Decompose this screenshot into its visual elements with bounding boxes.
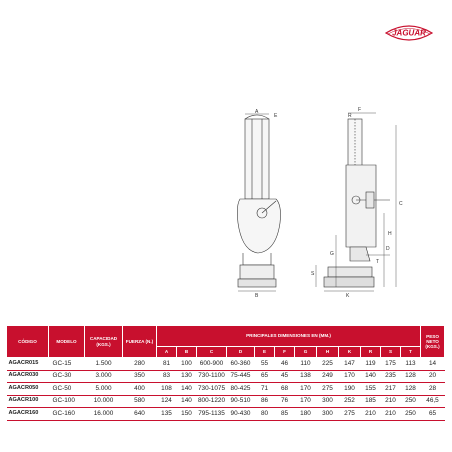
cell-dim-g: 170 (295, 395, 317, 408)
table-row (7, 383, 445, 396)
cell-model: GC-15 (49, 358, 85, 371)
dim-label-e: E (274, 113, 278, 119)
cell-dim-f: 68 (275, 383, 295, 396)
header-row (7, 326, 445, 347)
cell-model: GC-100 (49, 395, 85, 408)
dim-label-r: R (348, 113, 352, 119)
cell-dim-k: 190 (339, 383, 361, 396)
cell-dim-e: 80 (255, 408, 275, 421)
cell-dim-b: 130 (177, 370, 197, 383)
header-dim-d: D (227, 347, 255, 358)
dim-label-f: F (358, 107, 362, 113)
header-dim-s: S (381, 347, 401, 358)
table-row (7, 370, 445, 383)
cell-model: GC-50 (49, 383, 85, 396)
cell-code: AGACR015 (7, 358, 49, 371)
cell-dim-a: 81 (157, 358, 177, 371)
side-view (316, 113, 396, 291)
cell-dim-k: 275 (339, 408, 361, 421)
header-dimensions-group: PRINCIPALES DIMENSIONES EN (MM.) (157, 326, 421, 347)
cell-code: AGACR050 (7, 383, 49, 396)
table-row (7, 358, 445, 371)
cell-weight: 20 (421, 370, 445, 383)
header-dim-t: T (401, 347, 421, 358)
table-body (7, 358, 445, 421)
cell-dim-d: 75-445 (227, 370, 255, 383)
cell-capacity: 1.500 (85, 358, 123, 371)
cell-dim-f: 85 (275, 408, 295, 421)
cell-dim-g: 110 (295, 358, 317, 371)
table-row (7, 408, 445, 421)
cell-dim-r: 119 (361, 358, 381, 371)
dim-label-k: K (346, 293, 350, 299)
dim-label-b: B (255, 293, 259, 299)
header-dim-e: E (255, 347, 275, 358)
cell-dim-h: 300 (317, 395, 339, 408)
cell-dim-f: 45 (275, 370, 295, 383)
header-capacity: CAPACIDAD (KGS.) (85, 326, 123, 358)
cell-code: AGACR030 (7, 370, 49, 383)
dim-label-d: D (386, 246, 390, 252)
cell-dim-f: 46 (275, 358, 295, 371)
dim-label-a: A (255, 109, 259, 115)
cell-capacity: 16.000 (85, 408, 123, 421)
cell-force: 640 (123, 408, 157, 421)
cell-model: GC-160 (49, 408, 85, 421)
cell-dim-d: 60-360 (227, 358, 255, 371)
cell-code: AGACR100 (7, 395, 49, 408)
cell-code: AGACR160 (7, 408, 49, 421)
dim-label-t: T (376, 259, 380, 265)
dim-label-g: G (330, 251, 334, 257)
cell-dim-s: 217 (381, 383, 401, 396)
cell-dim-b: 150 (177, 408, 197, 421)
cell-dim-r: 210 (361, 408, 381, 421)
cell-dim-c: 730-1100 (197, 370, 227, 383)
cell-dim-b: 140 (177, 395, 197, 408)
cell-dim-d: 90-510 (227, 395, 255, 408)
cell-dim-s: 210 (381, 395, 401, 408)
header-dim-r: R (361, 347, 381, 358)
cell-dim-h: 225 (317, 358, 339, 371)
cell-dim-f: 76 (275, 395, 295, 408)
cell-dim-c: 600-900 (197, 358, 227, 371)
cell-dim-t: 128 (401, 370, 421, 383)
cell-dim-a: 135 (157, 408, 177, 421)
cell-dim-b: 140 (177, 383, 197, 396)
cell-dim-t: 250 (401, 395, 421, 408)
cell-dim-e: 65 (255, 370, 275, 383)
header-dim-b: B (177, 347, 197, 358)
cell-model: GC-30 (49, 370, 85, 383)
header-dim-h: H (317, 347, 339, 358)
front-view (237, 114, 280, 291)
cell-dim-c: 795-1135 (197, 408, 227, 421)
cell-dim-e: 71 (255, 383, 275, 396)
rack-jack-technical-drawing (200, 105, 420, 305)
header-dim-f: F (275, 347, 295, 358)
cell-dim-s: 175 (381, 358, 401, 371)
cell-dim-k: 147 (339, 358, 361, 371)
header-weight: PESO NETO (KGS.) (421, 326, 445, 358)
header-code: CÓDIGO (7, 326, 49, 358)
cell-dim-k: 252 (339, 395, 361, 408)
cell-dim-a: 83 (157, 370, 177, 383)
cell-weight: 28 (421, 383, 445, 396)
cell-dim-h: 249 (317, 370, 339, 383)
cell-dim-a: 108 (157, 383, 177, 396)
cell-dim-e: 86 (255, 395, 275, 408)
cell-force: 350 (123, 370, 157, 383)
cell-capacity: 3.000 (85, 370, 123, 383)
dim-label-h: H (388, 231, 392, 237)
cell-dim-s: 210 (381, 408, 401, 421)
table-row (7, 395, 445, 408)
cell-weight: 46,5 (421, 395, 445, 408)
dim-label-c: C (399, 201, 403, 207)
cell-dim-t: 113 (401, 358, 421, 371)
cell-dim-h: 275 (317, 383, 339, 396)
cell-dim-r: 185 (361, 395, 381, 408)
header-dim-k: K (339, 347, 361, 358)
cell-dim-c: 730-1075 (197, 383, 227, 396)
cell-force: 400 (123, 383, 157, 396)
cell-capacity: 5.000 (85, 383, 123, 396)
cell-dim-g: 170 (295, 383, 317, 396)
cell-force: 280 (123, 358, 157, 371)
cell-weight: 65 (421, 408, 445, 421)
header-dim-g: G (295, 347, 317, 358)
cell-force: 580 (123, 395, 157, 408)
header-model: MODELO (49, 326, 85, 358)
cell-dim-h: 300 (317, 408, 339, 421)
jaguar-logo (384, 21, 434, 43)
cell-dim-r: 140 (361, 370, 381, 383)
header-dim-a: A (157, 347, 177, 358)
cell-dim-r: 155 (361, 383, 381, 396)
dim-label-s: S (311, 271, 315, 277)
specifications-table (6, 325, 445, 421)
cell-dim-g: 180 (295, 408, 317, 421)
header-dim-c: C (197, 347, 227, 358)
cell-dim-b: 100 (177, 358, 197, 371)
cell-dim-c: 800-1220 (197, 395, 227, 408)
logo-text: JAGUAR (392, 28, 426, 38)
cell-weight: 14 (421, 358, 445, 371)
cell-dim-e: 55 (255, 358, 275, 371)
cell-dim-d: 80-425 (227, 383, 255, 396)
cell-dim-k: 170 (339, 370, 361, 383)
header-force: FUERZA (N.) (123, 326, 157, 358)
cell-dim-g: 138 (295, 370, 317, 383)
cell-dim-t: 128 (401, 383, 421, 396)
cell-capacity: 10.000 (85, 395, 123, 408)
cell-dim-d: 90-430 (227, 408, 255, 421)
cell-dim-t: 250 (401, 408, 421, 421)
cell-dim-a: 124 (157, 395, 177, 408)
cell-dim-s: 235 (381, 370, 401, 383)
